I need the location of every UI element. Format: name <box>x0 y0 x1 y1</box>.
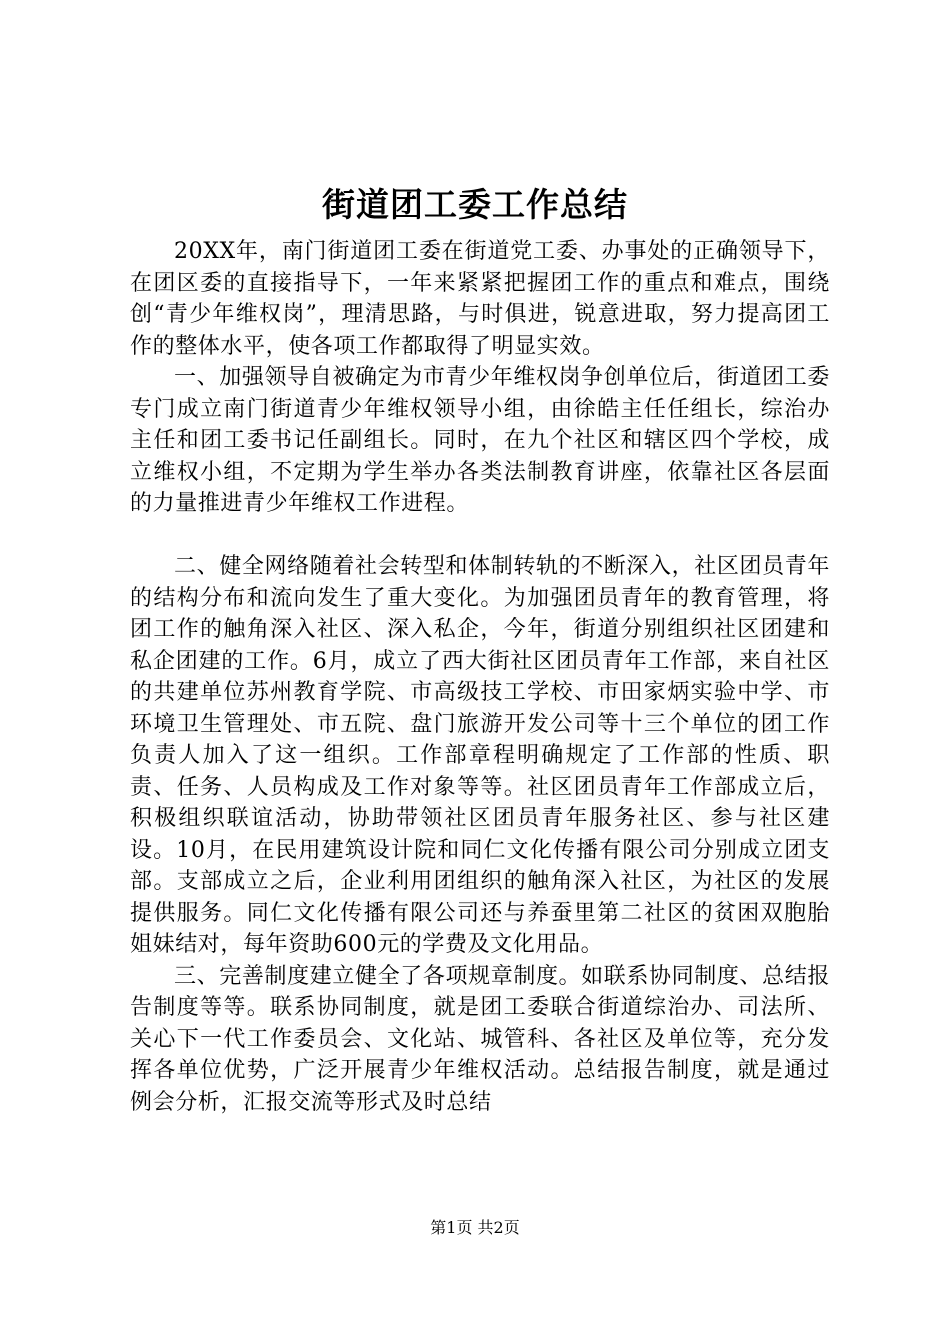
document-body <box>130 236 830 1118</box>
paragraph-intro: 20XX年，南门街道团工委在街道党工委、办事处的正确领导下，在团区委的直接指导下，一年来紧紧把握团工作的重点和难点，围绕创“青少年维权岗”，理清思路，与时俱进，锐意进取，努力提高团工作的整体水平，使各项工作都取得了明显实效。 <box>130 239 830 359</box>
paragraph-network: 二、健全网络随着社会转型和体制转轨的不断深入，社区团员青年的结构分布和流向发生了重大变化。为加强团员青年的教育管理，将团工作的触角深入社区、深入私企，今年，街道分别组织社区团建和私企团建的工作。6月，成立了西大街社区团员青年工作部，来自社区的共建单位苏州教育学院、市高级技工学校、市田家炳实验中学、市环境卫生管理处、市五院、盘门旅游开发公司等十三个单位的团工作负责人加入了这一组织。工作部章程明确规定了工作部的性质、职责、任务、人员构成及工作对象等等。社区团员青年工作部成立后，积极组织联谊活动，协助带领社区团员青年服务社区、参与社区建设。10月，在民用建筑设计院和同仁文化传播有限公司分别成立团支部。支部成立之后，企业利用团组织的触角深入社区，为社区的发展提供服务。同仁文化传播有限公司还与养蚕里第二社区的贫困双胞胎姐妹结对，每年资助600元的学费及文化用品。 <box>130 554 830 957</box>
document-title: 街道团工委工作总结 <box>322 185 628 224</box>
paragraph-system: 三、完善制度建立健全了各项规章制度。如联系协同制度、总结报告制度等等。联系协同制度，就是团工委联合街道综治办、司法所、关心下一代工作委员会、文化站、城管科、各社区及单位等，充分发挥各单位优势，广泛开展青少年维权活动。总结报告制度，就是通过例会分析，汇报交流等形式及时总结 <box>130 963 830 1115</box>
paragraph-leadership: 一、加强领导自被确定为市青少年维权岗争创单位后，街道团工委专门成立南门街道青少年维权领导小组，由徐皓主任任组长，综治办主任和团工委书记任副组长。同时，在九个社区和辖区四个学校，成立维权小组，不定期为学生举办各类法制教育讲座，依靠社区各层面的力量推进青少年维权工作进程。 <box>130 365 830 516</box>
page-number-footer: 第1页 共2页 <box>430 1218 520 1237</box>
